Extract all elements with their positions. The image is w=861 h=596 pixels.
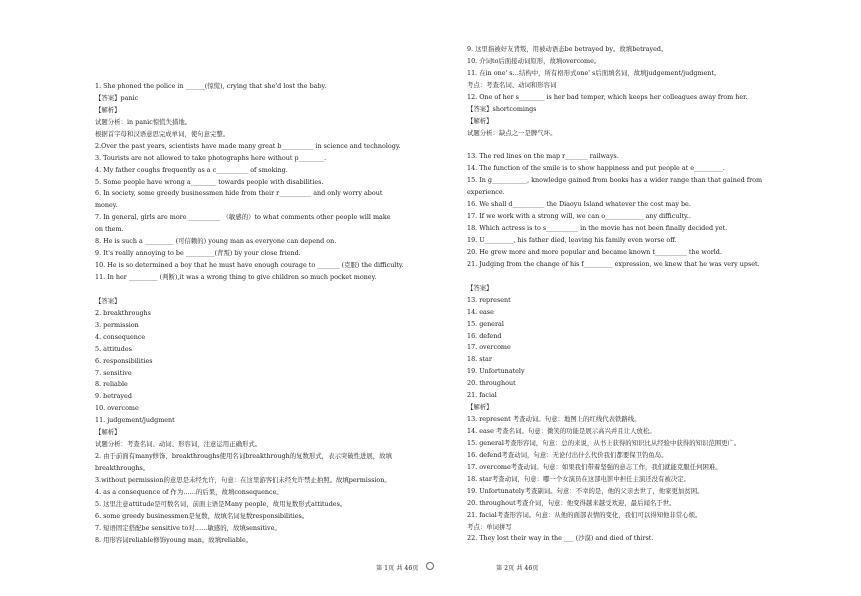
text-line: breakthroughs。	[95, 464, 150, 472]
text-line: 21. facial	[467, 391, 497, 400]
text-line: 11. 在in one' s…结构中，所有格形式one' s后面填名词，故填judgement/judgment。	[467, 68, 721, 77]
text-line: 8. 用形容词reliable修饰young man。故填reliable。	[95, 535, 253, 544]
text-line: 8. reliable	[95, 380, 128, 389]
text-line: 10. overcome	[95, 404, 139, 413]
text-line: 10. He is so determined a boy that he must have enough courage to _______ (克服) the difficulty.	[95, 261, 404, 270]
text-line: 9. It's really annoying to be _________(背叛) by your close friend.	[95, 249, 301, 258]
text-line: 【解析】	[467, 403, 493, 412]
text-line: 4. as a consequence of 作为……的后果，故填consequence。	[95, 487, 283, 496]
text-line: 4. My father coughs frequently as a c__________ of smoking.	[95, 165, 288, 174]
text-line: 11. judgement/judgment	[95, 416, 175, 425]
text-line	[95, 284, 430, 296]
text-line: 【答案】	[95, 296, 121, 305]
text-line: 11. In her _________ (判断),it was a wrong thing to give children so much pocket money.	[95, 273, 377, 281]
text-line: experience.	[467, 188, 505, 197]
text-line: 5. attitudes	[95, 344, 132, 353]
left-page-text	[95, 81, 430, 547]
text-line: 14. ease	[467, 307, 494, 316]
left-page-footer: 第 1页 共 46页	[376, 565, 419, 572]
text-line: 15. general考查形容词，句意：总的来说，从书上获得的知识比从经验中获得的知识范围更广。	[467, 438, 741, 447]
left-page	[0, 0, 430, 596]
text-line: 19. Unfortunately	[467, 367, 525, 376]
text-line: 21. Judging from the change of his f_________ expression, we knew that he was very upset.	[467, 259, 760, 268]
text-line: 13. The red lines on the map r_______ railways.	[467, 152, 619, 161]
text-line: 3.without permission的意思是未经允许，句意：在这里游客们未经允许禁止拍照。故填permission。	[95, 475, 391, 484]
text-line: 【解析】	[95, 428, 121, 437]
text-line: 9. 这里指被好友背叛，用被动语态be betrayed by。故填betrayed。	[467, 45, 668, 53]
text-line: 【答案】shortcomings	[467, 104, 537, 113]
text-line: 7. sensitive	[95, 368, 132, 377]
text-line: 5. Some people have wrong a________ towards people with disabilities.	[95, 177, 324, 186]
text-line: 15. general	[467, 319, 504, 328]
text-line: 17. overcome	[467, 343, 511, 352]
text-line: 9. betrayed	[95, 392, 132, 401]
text-line: 13. represent	[467, 295, 511, 304]
text-line: 21. facial考查形容词。句意：从他的面部表情的变化，我们可以得知他非常心烦。	[467, 510, 702, 519]
text-line: 20. throughout	[467, 379, 516, 388]
text-line: 3. permission	[95, 320, 139, 329]
text-line: 12. One of her s________ is her bad temper, which keeps her colleagues away from her.	[467, 92, 748, 101]
text-line: 【答案】panic	[95, 93, 139, 102]
text-line: 17. overcome考查动词。句意：如果我们带着坚强的意志工作，我们就能克服任何困难。	[467, 462, 722, 471]
text-line: 2.Over the past years, scientists have made many great b__________ in science and technology.	[95, 141, 401, 150]
text-line: 20. He grew more and more popular and became known t__________ the world.	[467, 247, 722, 256]
text-line: 18. star	[467, 355, 492, 364]
text-line: 6. In society, some greedy businessmen hide from their r__________ and only worry about	[95, 189, 383, 198]
text-line: 2. 由于前面有many修饰，breakthroughs使用名词breakthrough的复数形式，表示突破性进展，故填	[95, 452, 392, 461]
text-line: 6. some greedy businessmen是复数，故填名词复数responsibilities。	[95, 511, 309, 520]
right-page-text	[467, 44, 827, 545]
text-line: 根据首字母和汉语意思完成单词，使句意完整。	[95, 129, 230, 138]
text-line: 1. She phoned the police in ______(惊慌), crying that she'd lost the baby.	[95, 82, 327, 90]
right-page	[431, 0, 861, 596]
text-line: 4. consequence	[95, 332, 146, 341]
text-line: 7. 短语固定搭配be sensitive to对……敏感的，故填sensitive。	[95, 523, 281, 532]
text-line: 10. 介词to后面接动词原形，故填overcome。	[467, 56, 601, 65]
text-line: money.	[95, 201, 118, 210]
text-line: 8. He is such a _________ (可信赖的) young man as everyone can depend on.	[95, 237, 337, 246]
text-line: 22. They lost their way in the ___ (沙漠) and died of thirst.	[467, 534, 654, 543]
text-line: 试题分析：考查名词、动词、形容词，注意运用正确形式。	[95, 440, 262, 449]
text-line: 18. star考查动词，句意：哪一个女演员在这部电影中担任主演还没有被决定。	[467, 474, 691, 483]
text-line	[467, 271, 827, 283]
text-line: 16. We shall d__________ the Diaoyu Island whatever the cost may be.	[467, 200, 691, 209]
text-line: 3. Tourists are not allowed to take photographs here without p________.	[95, 153, 327, 162]
text-line: 14. The function of the smile is to show happiness and put people at e_________.	[467, 164, 725, 173]
text-line: 考点：单词拼写	[467, 522, 512, 531]
text-line: 16. defend	[467, 331, 502, 340]
text-line: 【解析】	[467, 116, 493, 125]
text-line: 14. ease 考查名词。句意：微笑的功能是展示高兴并且让人放松。	[467, 427, 656, 435]
text-line: 19. Unfortunately考查副词。句意：不幸的是，他的父亲去世了，他家更加贫困。	[467, 486, 704, 495]
text-line: 15. In g___________, knowledge gained from books has a wider range than that gained from	[467, 176, 763, 185]
right-page-footer: 第 2页 共 46页	[496, 565, 539, 572]
text-line: 【解析】	[95, 105, 121, 114]
text-line: 7. In general, girls are more __________ （敏感的）to what comments other people will make	[95, 213, 391, 222]
text-line: 20. throughout考查介词，句意：他变得越来越受欢迎，最后闻名于世。	[467, 498, 676, 507]
text-line: 2. breakthroughs	[95, 308, 151, 317]
text-line: 试题分析：in panic惊慌失措地。	[95, 117, 192, 126]
text-line: 试题分析：缺点之一是脾气坏。	[467, 128, 557, 137]
text-line: 13. represent 考查动词。句意：地图上的红线代表铁路线。	[467, 415, 641, 424]
text-line: 18. Which actress is to s__________ in the movie has not been finally decided yet.	[467, 224, 728, 233]
text-line: 5. 这里注意attitude是可数名词，前面主语是Many people，故用复数形式attitudes。	[95, 499, 347, 508]
text-line: 6. responsibilities	[95, 356, 153, 365]
text-line: 考点：考查名词、动词和形容词	[467, 80, 557, 89]
text-line: 16. defend考查动词，句意：无论付出什么代价我们都要保卫钓鱼岛。	[467, 450, 668, 459]
text-line: on them.	[95, 225, 124, 234]
text-line: 19. U_________, his father died, leaving his family even worse off.	[467, 236, 677, 244]
text-line	[467, 140, 827, 152]
text-line: 【答案】	[467, 283, 493, 292]
text-line: 17. If we work with a strong will, we can o____________ any difficulty..	[467, 212, 691, 221]
